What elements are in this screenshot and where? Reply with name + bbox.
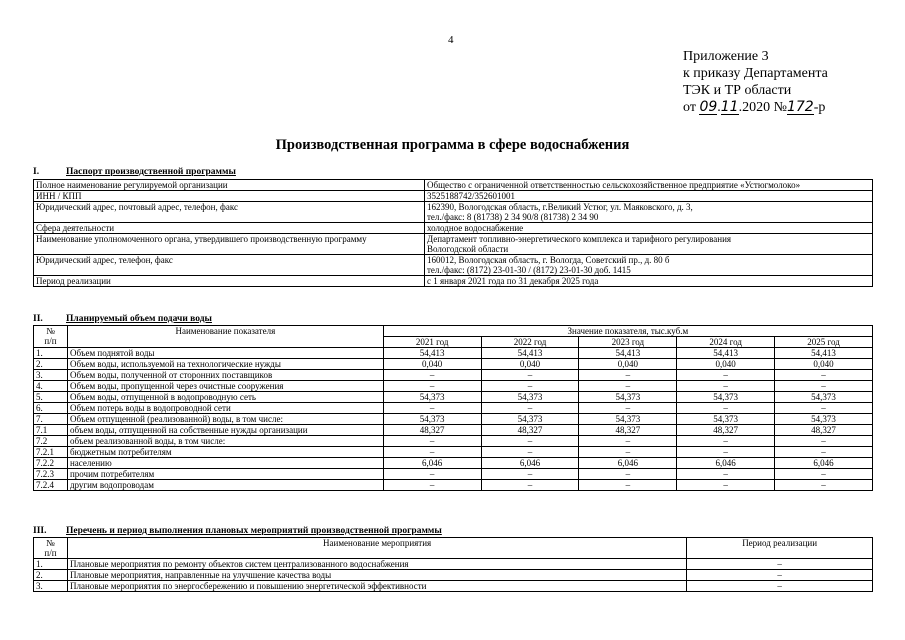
appendix-line-3: ТЭК и ТР области xyxy=(683,83,792,98)
indicator-value: – xyxy=(775,436,873,447)
col-no-line: № xyxy=(46,326,55,336)
table-row xyxy=(34,414,873,425)
table-row xyxy=(34,570,873,581)
passport-value-line: тел./факс: 8 (81738) 2 34 90/8 (81738) 2 34 90 xyxy=(427,212,599,222)
row-number: 7.2 xyxy=(34,436,68,447)
indicator-value: 54,413 xyxy=(677,348,775,359)
passport-label: ИНН / КПП xyxy=(34,191,425,202)
indicator-name: Объем воды, используемой на технологические нужды xyxy=(67,359,383,370)
indicator-value: 54,373 xyxy=(677,414,775,425)
table-row xyxy=(34,223,873,234)
indicator-value: – xyxy=(775,370,873,381)
table-row xyxy=(34,480,873,491)
column-header-year: 2024 год xyxy=(677,337,775,348)
passport-value: 3525188742/352601001 xyxy=(425,191,873,202)
indicator-value: – xyxy=(383,469,481,480)
section-1-title: Паспорт производственной программы xyxy=(66,167,236,177)
indicator-value: 54,413 xyxy=(775,348,873,359)
column-header-measure: Наименование мероприятия xyxy=(67,538,686,559)
indicator-value: 0,040 xyxy=(677,359,775,370)
column-header-year: 2025 год xyxy=(775,337,873,348)
row-number: 7.2.4 xyxy=(34,480,68,491)
indicator-value: 0,040 xyxy=(579,359,677,370)
indicator-value: – xyxy=(579,381,677,392)
table-row xyxy=(34,381,873,392)
table-row xyxy=(34,234,873,255)
indicator-value: – xyxy=(383,436,481,447)
indicator-name: Объем потерь воды в водопроводной сети xyxy=(67,403,383,414)
indicator-value: 54,373 xyxy=(775,392,873,403)
section-3-number: III. xyxy=(33,526,47,536)
indicator-value: 54,373 xyxy=(579,414,677,425)
indicator-value: – xyxy=(383,403,481,414)
indicator-value: 6,046 xyxy=(481,458,579,469)
order-suffix: -р xyxy=(813,100,826,115)
indicator-name: Объем воды, отпущенной в водопроводную сеть xyxy=(67,392,383,403)
indicator-value: – xyxy=(383,447,481,458)
table-row xyxy=(34,359,873,370)
column-header-year: 2021 год xyxy=(383,337,481,348)
measure-period: – xyxy=(687,559,873,570)
row-number: 2. xyxy=(34,570,68,581)
indicator-value: 54,373 xyxy=(383,414,481,425)
indicator-value: – xyxy=(677,381,775,392)
indicator-name: Объем поднятой воды xyxy=(67,348,383,359)
table-row xyxy=(34,436,873,447)
indicator-value: 6,046 xyxy=(383,458,481,469)
indicator-name: Объем воды, пропущенной через очистные сооружения xyxy=(67,381,383,392)
indicator-value: 48,327 xyxy=(579,425,677,436)
table-header-row xyxy=(34,538,873,559)
indicator-value: – xyxy=(775,480,873,491)
indicator-value: 6,046 xyxy=(775,458,873,469)
indicator-name: другим водопроводам xyxy=(67,480,383,491)
indicator-value: 48,327 xyxy=(383,425,481,436)
indicator-value: – xyxy=(677,469,775,480)
measures-table xyxy=(33,537,873,592)
table-row xyxy=(34,425,873,436)
measure-name: Плановые мероприятия, направленные на улучшение качества воды xyxy=(67,570,686,581)
order-number: 172 xyxy=(786,99,814,115)
row-number: 4. xyxy=(34,381,68,392)
table-row xyxy=(34,469,873,480)
indicator-value: – xyxy=(579,370,677,381)
date-year-and-no: .2020 № xyxy=(738,100,787,115)
indicator-value: – xyxy=(481,469,579,480)
row-number: 3. xyxy=(34,581,68,592)
date-prefix: от xyxy=(683,100,696,115)
measure-name: Плановые мероприятия по ремонту объектов систем централизованного водоснабжения xyxy=(67,559,686,570)
column-header-value: Значение показателя, тыс.куб.м xyxy=(383,326,872,337)
passport-value xyxy=(425,255,873,276)
indicator-value: – xyxy=(579,447,677,458)
indicator-value: – xyxy=(677,436,775,447)
passport-label: Сфера деятельности xyxy=(34,223,425,234)
table-row xyxy=(34,403,873,414)
indicator-value: – xyxy=(579,480,677,491)
passport-table xyxy=(33,179,873,287)
column-header-name: Наименование показателя xyxy=(67,326,383,348)
row-number: 6. xyxy=(34,403,68,414)
row-number: 1. xyxy=(34,559,68,570)
date-month: 11 xyxy=(720,99,739,115)
indicator-value: – xyxy=(775,447,873,458)
appendix-block xyxy=(683,48,828,116)
indicator-value: 0,040 xyxy=(481,359,579,370)
table-row xyxy=(34,276,873,287)
row-number: 3. xyxy=(34,370,68,381)
row-number: 2. xyxy=(34,359,68,370)
indicator-value: – xyxy=(383,370,481,381)
passport-value: холодное водоснабжение xyxy=(425,223,873,234)
indicator-value: 0,040 xyxy=(775,359,873,370)
indicator-value: – xyxy=(677,370,775,381)
row-number: 7.2.3 xyxy=(34,469,68,480)
table-row xyxy=(34,348,873,359)
indicator-value: 54,373 xyxy=(579,392,677,403)
row-number: 7.2.2 xyxy=(34,458,68,469)
indicator-value: 54,373 xyxy=(677,392,775,403)
indicator-value: 54,413 xyxy=(481,348,579,359)
passport-value-line: Вологодской области xyxy=(427,244,509,254)
table-row xyxy=(34,180,873,191)
passport-label: Юридический адрес, почтовый адрес, телефон, факс xyxy=(34,202,425,223)
indicator-value: – xyxy=(481,436,579,447)
appendix-date-line xyxy=(683,99,828,116)
table-row xyxy=(34,202,873,223)
section-3-heading xyxy=(33,526,442,536)
row-number: 7.2.1 xyxy=(34,447,68,458)
col-no-line: п/п xyxy=(44,548,57,558)
passport-label: Наименование уполномоченного органа, утвердившего производственную программу xyxy=(34,234,425,255)
date-day: 09 xyxy=(699,99,718,115)
indicator-value: 48,327 xyxy=(481,425,579,436)
column-header-year: 2023 год xyxy=(579,337,677,348)
col-no-line: № xyxy=(46,538,55,548)
section-2-heading xyxy=(33,314,212,324)
table-header-row xyxy=(34,326,873,337)
indicator-name: прочим потребителям xyxy=(67,469,383,480)
table-row xyxy=(34,559,873,570)
indicator-value: – xyxy=(775,469,873,480)
indicator-value: 54,373 xyxy=(481,392,579,403)
row-number: 1. xyxy=(34,348,68,359)
indicator-value: – xyxy=(579,403,677,414)
measures-body xyxy=(34,559,873,592)
indicator-value: 6,046 xyxy=(579,458,677,469)
indicator-value: 0,040 xyxy=(383,359,481,370)
column-header-year: 2022 год xyxy=(481,337,579,348)
water-volume-table xyxy=(33,325,873,491)
row-number: 7. xyxy=(34,414,68,425)
col-no-line: п/п xyxy=(44,336,57,346)
table-row xyxy=(34,581,873,592)
indicator-name: бюджетным потребителям xyxy=(67,447,383,458)
passport-label: Период реализации xyxy=(34,276,425,287)
section-2-number: II. xyxy=(33,314,43,324)
table-row xyxy=(34,447,873,458)
table-row xyxy=(34,191,873,202)
table-row xyxy=(34,255,873,276)
section-3-title: Перечень и период выполнения плановых мероприятий производственной программы xyxy=(66,526,442,536)
measure-period: – xyxy=(687,581,873,592)
indicator-value: 48,327 xyxy=(775,425,873,436)
passport-value-line: Департамент топливно-энергетического комплекса и тарифного регулирования xyxy=(427,234,732,244)
passport-value-line: 160012, Вологодская область, г. Вологда, Советский пр., д. 80 б xyxy=(427,255,670,265)
row-number: 5. xyxy=(34,392,68,403)
indicator-value: – xyxy=(579,469,677,480)
appendix-line-1: Приложение 3 xyxy=(683,49,769,64)
column-header-no xyxy=(34,538,68,559)
passport-value: с 1 января 2021 года по 31 декабря 2025 года xyxy=(425,276,873,287)
indicator-value: – xyxy=(677,480,775,491)
appendix-line-2: к приказу Департамента xyxy=(683,66,828,81)
measure-name: Плановые мероприятия по энергосбережению и повышению энергетической эффективности xyxy=(67,581,686,592)
passport-value-line: тел./факс: (8172) 23-01-30 / (8172) 23-01-30 доб. 1415 xyxy=(427,265,631,275)
indicator-name: Объем воды, полученной от сторонних поставщиков xyxy=(67,370,383,381)
table-row xyxy=(34,370,873,381)
indicator-value: 48,327 xyxy=(677,425,775,436)
indicator-value: 54,413 xyxy=(383,348,481,359)
indicator-value: – xyxy=(481,381,579,392)
indicator-value: – xyxy=(579,436,677,447)
indicator-value: – xyxy=(383,480,481,491)
indicator-value: – xyxy=(775,381,873,392)
indicator-value: 54,373 xyxy=(383,392,481,403)
table-row xyxy=(34,392,873,403)
document-title: Производственная программа в сфере водоснабжения xyxy=(275,137,630,153)
section-1-heading xyxy=(33,167,236,177)
indicator-value: – xyxy=(481,447,579,458)
passport-value-line: 162390, Вологодская область, г.Великий Устюг, ул. Маяковского, д. 3, xyxy=(427,202,693,212)
indicator-value: – xyxy=(481,403,579,414)
passport-label: Юридический адрес, телефон, факс xyxy=(34,255,425,276)
indicator-name: объем реализованной воды, в том числе: xyxy=(67,436,383,447)
measure-period: – xyxy=(687,570,873,581)
indicator-value: – xyxy=(383,381,481,392)
indicator-value: 6,046 xyxy=(677,458,775,469)
page-number: 4 xyxy=(448,34,454,46)
passport-value: Общество с ограниченной ответственностью сельскохозяйственное предприятие «Устюгмолоко» xyxy=(425,180,873,191)
section-2-title: Планируемый объем подачи воды xyxy=(66,314,212,324)
column-header-no xyxy=(34,326,68,348)
indicator-value: – xyxy=(677,403,775,414)
table-row xyxy=(34,458,873,469)
indicator-value: 54,373 xyxy=(775,414,873,425)
indicator-value: 54,373 xyxy=(481,414,579,425)
passport-value xyxy=(425,234,873,255)
indicator-name: населению xyxy=(67,458,383,469)
passport-label: Полное наименование регулируемой организации xyxy=(34,180,425,191)
indicator-value: – xyxy=(481,480,579,491)
section-1-number: I. xyxy=(33,167,40,177)
passport-value xyxy=(425,202,873,223)
row-number: 7.1 xyxy=(34,425,68,436)
indicator-value: – xyxy=(481,370,579,381)
indicator-value: – xyxy=(677,447,775,458)
indicator-name: объем воды, отпущенной на собственные нужды организации xyxy=(67,425,383,436)
date-sep: . xyxy=(717,100,721,115)
column-header-period: Период реализации xyxy=(687,538,873,559)
indicator-name: Объем отпущенной (реализованной) воды, в том числе: xyxy=(67,414,383,425)
water-volume-body xyxy=(34,348,873,491)
indicator-value: 54,413 xyxy=(579,348,677,359)
indicator-value: – xyxy=(775,403,873,414)
